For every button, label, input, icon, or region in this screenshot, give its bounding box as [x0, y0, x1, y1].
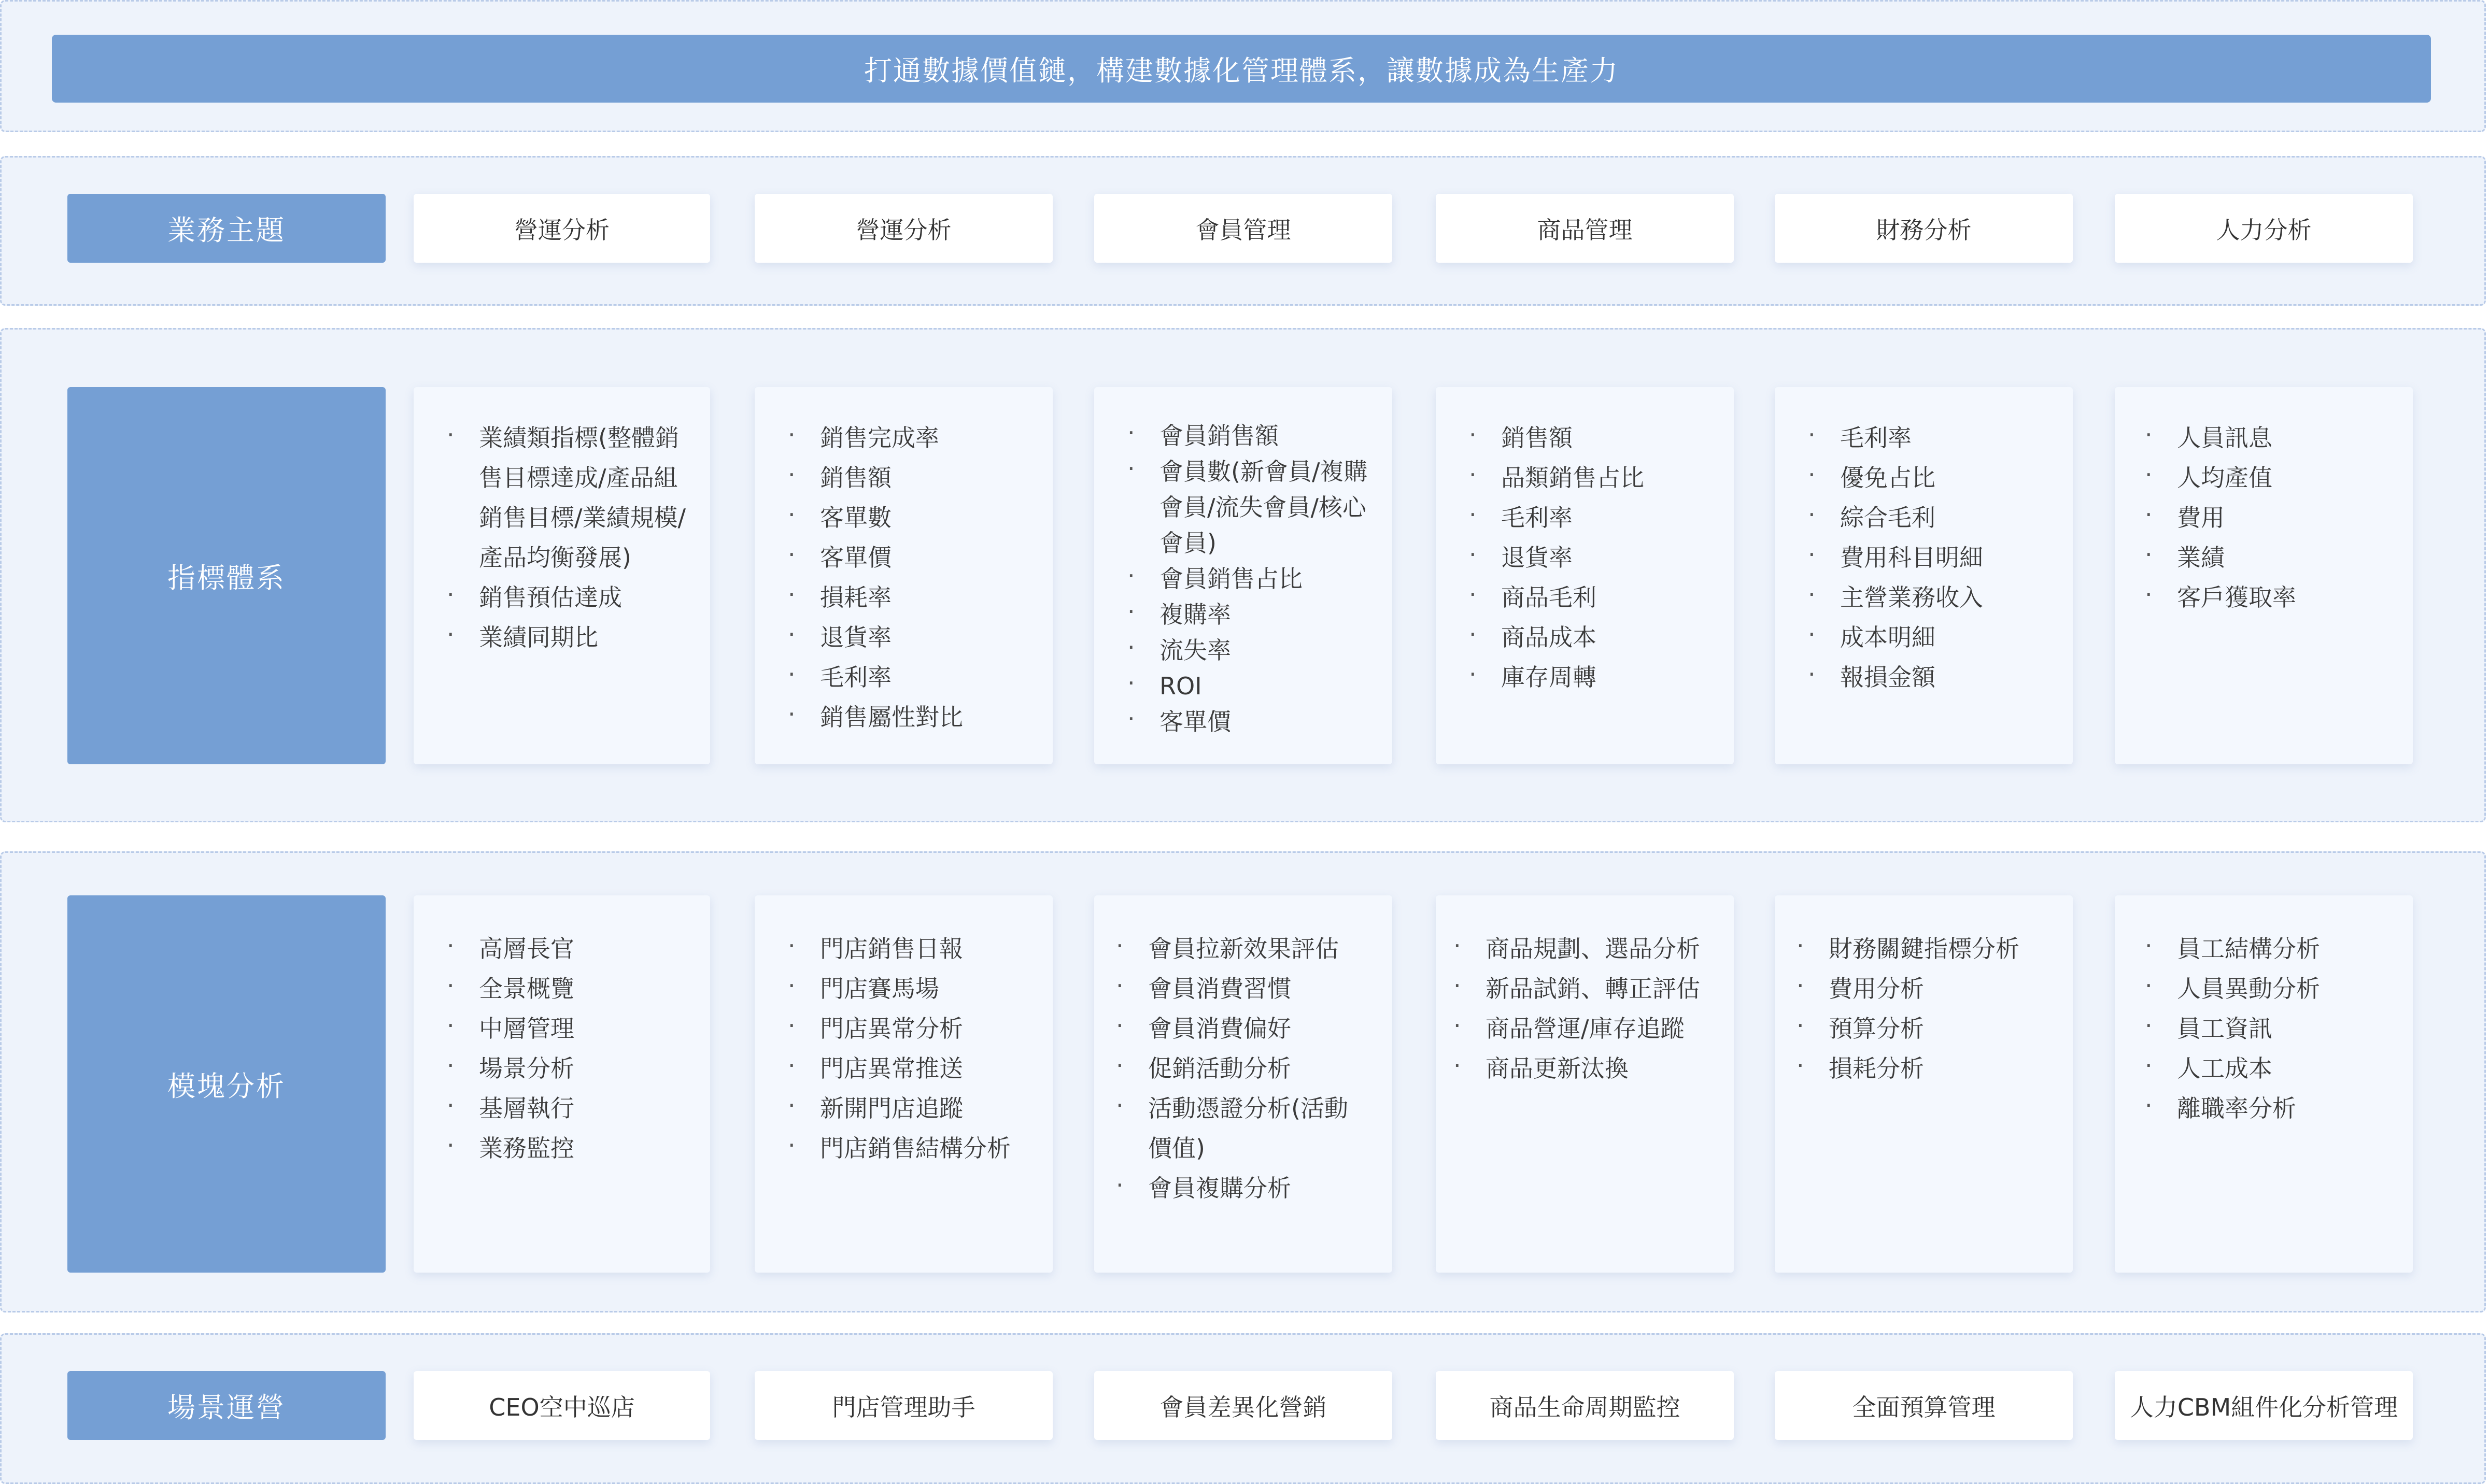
indicator-list [1775, 387, 2073, 697]
row-label-topics: 業務主題 [67, 194, 386, 263]
module-list [755, 895, 1053, 1168]
module-item: · 中層管理 [479, 1009, 689, 1049]
indicator-item: · 商品成本 [1501, 618, 1713, 658]
indicator-list [2115, 387, 2413, 618]
indicator-item: · 業績同期比 [479, 618, 689, 658]
module-item: · 新開門店追蹤 [820, 1089, 1032, 1129]
row-label-scenes: 場景運營 [67, 1371, 386, 1440]
scene-card: 門店管理助手 [755, 1371, 1053, 1440]
module-list [1436, 895, 1734, 1089]
indicator-item: · 業績類指標(整體銷售目標達成/產品組銷售目標/業績規模/產品均衡發展) [479, 418, 689, 578]
module-item: · 離職率分析 [2177, 1089, 2392, 1129]
module-item: · 活動憑證分析(活動價值) [1148, 1089, 1371, 1168]
module-item: · 促銷活動分析 [1148, 1049, 1371, 1089]
indicator-item: · 會員銷售額 [1159, 418, 1371, 454]
module-card [1094, 895, 1392, 1273]
topic-card: 會員管理 [1094, 194, 1392, 263]
indicator-item: · 優免占比 [1840, 458, 2052, 498]
module-list [414, 895, 710, 1168]
module-item: · 門店賽馬場 [820, 969, 1032, 1009]
indicator-item: · 銷售額 [1501, 418, 1713, 458]
indicator-item: · 損耗率 [820, 578, 1032, 618]
indicator-card [1436, 387, 1734, 764]
module-card [755, 895, 1053, 1273]
module-item: · 會員消費習慣 [1148, 969, 1371, 1009]
page-title: 打通數據價值鏈，構建數據化管理體系，讓數據成為生產力 [52, 35, 2431, 103]
indicator-item: · 客單價 [820, 538, 1032, 578]
row-label-indicators: 指標體系 [67, 387, 386, 764]
indicator-item: · 庫存周轉 [1501, 658, 1713, 697]
indicator-item: · 品類銷售占比 [1501, 458, 1713, 498]
topic-card: 商品管理 [1436, 194, 1734, 263]
module-card [414, 895, 710, 1273]
indicator-card [1094, 387, 1392, 764]
module-item: · 高層長官 [479, 929, 689, 969]
indicator-card [414, 387, 710, 764]
indicator-item: · ROI [1159, 668, 1371, 704]
module-item: · 基層執行 [479, 1089, 689, 1129]
indicator-card [2115, 387, 2413, 764]
topic-card: 財務分析 [1775, 194, 2073, 263]
indicator-item: · 毛利率 [1501, 498, 1713, 538]
module-item: · 財務關鍵指標分析 [1829, 929, 2052, 969]
module-item: · 門店銷售結構分析 [820, 1129, 1032, 1168]
topic-card: 營運分析 [414, 194, 710, 263]
indicator-item: · 退貨率 [1501, 538, 1713, 578]
scene-card: CEO空中巡店 [414, 1371, 710, 1440]
module-card [2115, 895, 2413, 1273]
scene-card: 全面預算管理 [1775, 1371, 2073, 1440]
indicator-item: · 毛利率 [1840, 418, 2052, 458]
module-item: · 員工資訊 [2177, 1009, 2392, 1049]
module-list [1094, 895, 1392, 1208]
indicator-item: · 毛利率 [820, 658, 1032, 697]
indicator-item: · 人員訊息 [2177, 418, 2392, 458]
indicator-card [755, 387, 1053, 764]
module-list [2115, 895, 2413, 1129]
indicator-item: · 費用 [2177, 498, 2392, 538]
indicator-list [414, 387, 710, 658]
indicator-item: · 人均產值 [2177, 458, 2392, 498]
module-item: · 業務監控 [479, 1129, 689, 1168]
module-item: · 人工成本 [2177, 1049, 2392, 1089]
indicator-item: · 業績 [2177, 538, 2392, 578]
title-band [0, 0, 2486, 132]
module-item: · 員工結構分析 [2177, 929, 2392, 969]
indicator-item: · 報損金額 [1840, 658, 2052, 697]
module-item: · 會員消費偏好 [1148, 1009, 1371, 1049]
indicator-item: · 會員銷售占比 [1159, 561, 1371, 597]
indicator-item: · 退貨率 [820, 618, 1032, 658]
indicator-card [1775, 387, 2073, 764]
module-item: · 會員複購分析 [1148, 1168, 1371, 1208]
indicator-list [1094, 387, 1392, 740]
indicator-item: · 會員數(新會員/複購會員/流失會員/核心會員) [1159, 454, 1371, 561]
indicator-item: · 客單數 [820, 498, 1032, 538]
scene-card: 人力CBM組件化分析管理 [2115, 1371, 2413, 1440]
indicator-item: · 費用科目明細 [1840, 538, 2052, 578]
indicator-item: · 綜合毛利 [1840, 498, 2052, 538]
indicator-item: · 銷售屬性對比 [820, 697, 1032, 737]
indicator-item: · 銷售完成率 [820, 418, 1032, 458]
indicator-item: · 銷售額 [820, 458, 1032, 498]
scene-card: 商品生命周期監控 [1436, 1371, 1734, 1440]
indicator-item: · 商品毛利 [1501, 578, 1713, 618]
indicator-item: · 流失率 [1159, 633, 1371, 668]
module-list [1775, 895, 2073, 1089]
indicator-list [1436, 387, 1734, 697]
topic-card: 人力分析 [2115, 194, 2413, 263]
scene-card: 會員差異化營銷 [1094, 1371, 1392, 1440]
module-item: · 費用分析 [1829, 969, 2052, 1009]
module-item: · 會員拉新效果評估 [1148, 929, 1371, 969]
module-item: · 預算分析 [1829, 1009, 2052, 1049]
module-item: · 新品試銷、轉正評估 [1486, 969, 1713, 1009]
module-item: · 門店異常分析 [820, 1009, 1032, 1049]
indicator-item: · 銷售預估達成 [479, 578, 689, 618]
module-item: · 商品更新汰換 [1486, 1049, 1713, 1089]
module-card [1436, 895, 1734, 1273]
module-item: · 損耗分析 [1829, 1049, 2052, 1089]
row-label-modules: 模塊分析 [67, 895, 386, 1273]
module-card [1775, 895, 2073, 1273]
indicator-item: · 成本明細 [1840, 618, 2052, 658]
module-item: · 人員異動分析 [2177, 969, 2392, 1009]
module-item: · 門店銷售日報 [820, 929, 1032, 969]
indicator-item: · 複購率 [1159, 597, 1371, 633]
module-item: · 門店異常推送 [820, 1049, 1032, 1089]
module-item: · 商品營運/庫存追蹤 [1486, 1009, 1713, 1049]
module-item: · 場景分析 [479, 1049, 689, 1089]
indicator-item: · 客戶獲取率 [2177, 578, 2392, 618]
module-item: · 全景概覽 [479, 969, 689, 1009]
module-item: · 商品規劃、選品分析 [1486, 929, 1713, 969]
indicator-item: · 客單價 [1159, 704, 1371, 740]
topic-card: 營運分析 [755, 194, 1053, 263]
indicator-item: · 主營業務收入 [1840, 578, 2052, 618]
indicator-list [755, 387, 1053, 737]
